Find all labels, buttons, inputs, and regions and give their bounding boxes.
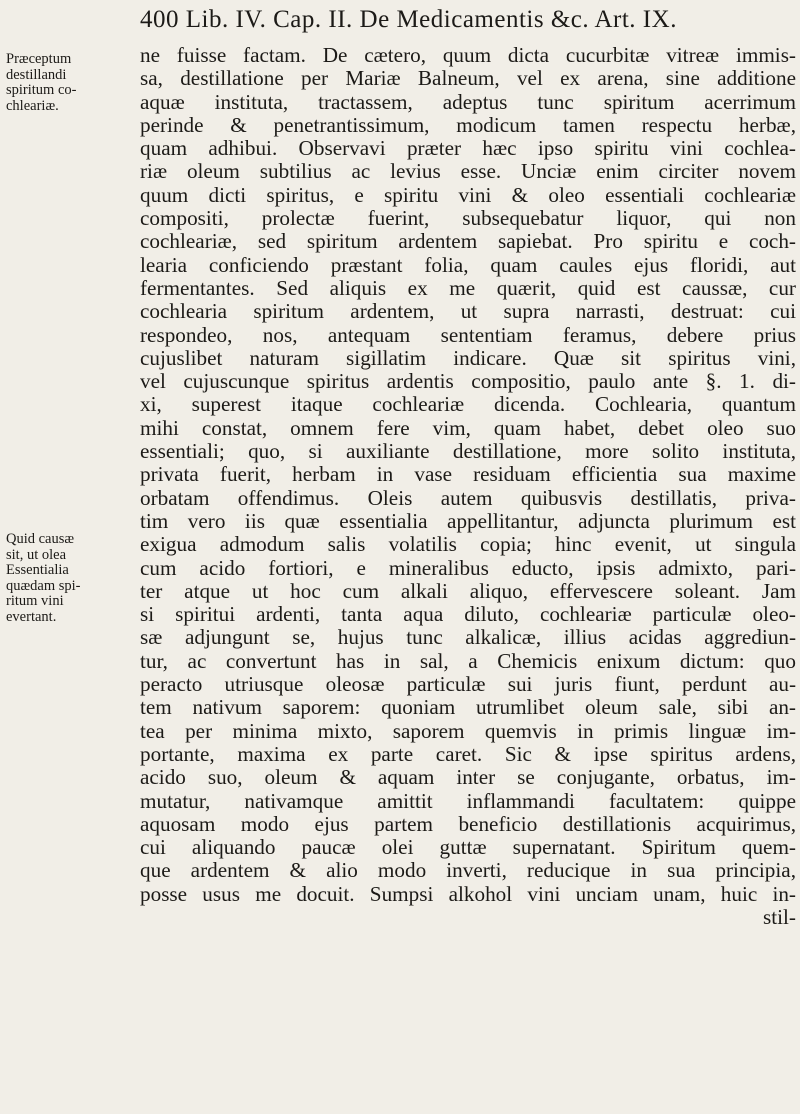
- margin-note-line: ritum vini: [6, 593, 64, 609]
- margin-note-line: destillandi: [6, 66, 67, 83]
- text-line: ter atque ut hoc cum alkali aliquo, effervescere soleant. Jam: [140, 579, 796, 603]
- margin-note-line: evertant.: [6, 608, 57, 625]
- text-line: sæ adjungunt se, hujus tunc alkalicæ, illius acidas aggrediun-: [140, 626, 796, 650]
- text-line: cochlearia spiritum ardentem, ut supra narrasti, destruat: cui: [140, 300, 796, 324]
- text-line: quam adhibui. Observavi præter hæc ipso spiritu vini cochlea-: [140, 137, 796, 161]
- running-header: 400 Lib. IV. Cap. II. De Medicamentis &c. Art. IX.: [140, 6, 677, 33]
- main-text-block: [140, 44, 796, 929]
- text-line: learia conficiendo præstant folia, quam caules ejus floridi, aut: [140, 253, 796, 277]
- text-line: perinde & penetrantissimum, modicum tamen respectu herbæ,: [140, 113, 796, 137]
- margin-note-line: quædam spi-: [6, 577, 81, 594]
- text-line: xi, superest itaque cochleariæ dicenda. Cochlearia, quantum: [140, 393, 796, 417]
- text-line: acido suo, oleum & aquam inter se conjugante, orbatus, im-: [140, 766, 796, 790]
- text-line: orbatam offendimus. Oleis autem quibusvis destillatis, priva-: [140, 486, 796, 510]
- text-line: quum dicti spiritus, e spiritu vini & oleo essentiali cochleariæ: [140, 183, 796, 207]
- text-line: cui aliquando paucæ olei guttæ supernatant. Spiritum quem-: [140, 836, 796, 860]
- text-line: peracto utriusque oleosæ particulæ sui juris fiunt, perdunt au-: [140, 673, 796, 697]
- text-line: tem nativum saporem: quoniam utrumlibet oleum sale, sibi an-: [140, 696, 796, 720]
- text-line: compositi, prolectæ fuerint, subsequebatur liquor, qui non: [140, 207, 796, 231]
- text-line: ne fuisse factam. De cætero, quum dicta cucurbitæ vitreæ immis-: [140, 44, 796, 67]
- text-line: stil-: [763, 905, 796, 929]
- text-line: que ardentem & alio modo inverti, reducique in sua principia,: [140, 859, 796, 883]
- text-line: cujuslibet naturam sigillatim indicare. Quæ sit spiritus vini,: [140, 346, 796, 370]
- text-line: vel cujuscunque spiritus ardentis compositio, paulo ante §. 1. di-: [140, 370, 796, 394]
- text-line: privata fuerit, herbam in vase residuam efficientia sua maxime: [140, 463, 796, 487]
- margin-note-line: Essentialia: [6, 562, 69, 578]
- text-line: tea per minima mixto, saporem quemvis in primis linguæ im-: [140, 719, 796, 743]
- text-line: posse usus me docuit. Sumpsi alkohol vini unciam unam, huic in-: [140, 882, 796, 906]
- text-line: portante, maxima ex parte caret. Sic & ipse spiritus ardens,: [140, 742, 796, 766]
- text-line: cochleariæ, sed spiritum ardentem sapiebat. Pro spiritu e coch-: [140, 230, 796, 254]
- text-line: tur, ac convertunt has in sal, a Chemicis enixum dictum: quo: [140, 649, 796, 673]
- text-line: mihi constat, omnem fere vim, quam habet, debet oleo suo: [140, 416, 796, 440]
- text-line: essentiali; quo, si auxiliante destillatione, more solito instituta,: [140, 440, 796, 464]
- margin-note-line: chleariæ.: [6, 97, 59, 114]
- text-line: aquæ instituta, tractassem, adeptus tunc spiritum acerrimum: [140, 90, 796, 114]
- text-line: riæ oleum subtilius ac levius esse. Unciæ enim circiter novem: [140, 160, 796, 184]
- text-line: sa, destillatione per Mariæ Balneum, vel ex arena, sine additione: [140, 67, 796, 91]
- text-line: fermentantes. Sed aliquis ex me quærit, quid est caussæ, cur: [140, 276, 796, 300]
- text-line: respondeo, nos, antequam sententiam feramus, debere prius: [140, 323, 796, 347]
- text-line: aquosam modo ejus partem beneficio destillationis acquirimus,: [140, 812, 796, 836]
- text-line: mutatur, nativamque amittit inflammandi facultatem: quippe: [140, 789, 796, 813]
- text-line: tim vero iis quæ essentialia appellitantur, adjuncta plurimum est: [140, 509, 796, 533]
- margin-note-line: sit, ut olea: [6, 546, 67, 563]
- margin-note-line: spiritum co-: [6, 82, 77, 98]
- margin-note-line: Quid causæ: [6, 531, 75, 547]
- text-line: si spiritui ardenti, tanta aqua diluto, cochleariæ particulæ oleo-: [140, 603, 796, 627]
- margin-note-line: Præceptum: [6, 51, 72, 67]
- margin-note-oils: [6, 532, 134, 625]
- text-line: exigua admodum salis volatilis copia; hinc evenit, ut singula: [140, 533, 796, 557]
- text-line: cum acido fortiori, e mineralibus educto, ipsis admixto, pari-: [140, 556, 796, 580]
- margin-note-destillation: [6, 52, 134, 114]
